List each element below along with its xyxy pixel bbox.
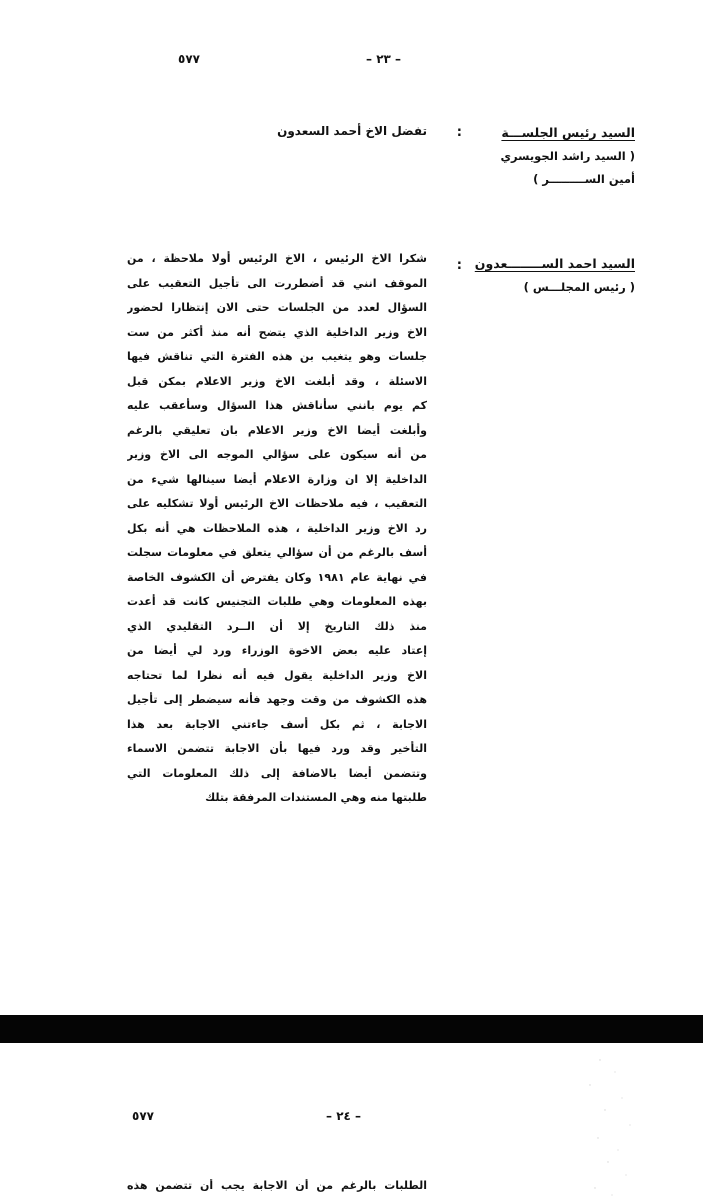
speech-paragraph (127, 247, 427, 811)
text-line: التعقيب ، فيه ملاحظات الاخ الرئيس أولا تشكليه على (127, 497, 427, 510)
text-line: وتتضمن أيضا بالاضافة إلى ذلك المعلومات التي (127, 766, 427, 780)
speaker-name: السيد رئيس الجلســـة (501, 125, 635, 140)
speaker-column (475, 256, 635, 294)
text-line: رد الاخ وزير الداخلية ، هذه الملاحظات هي أنه بكل (127, 521, 427, 535)
text-line: التأخير وقد ورد فيها بأن الاجابة تتضمن الاسماء (127, 742, 427, 755)
text-line: الاسئلة ، وقد أبلغت الاخ وزير الاعلام بمكن قبل (127, 374, 427, 388)
text-line: من أنه سيكون على سؤالي الموجه الى الاخ وزير (127, 448, 427, 461)
text-line: شكرا الاخ الرئيس ، الاخ الرئيس أولا ملاحظة ، من (127, 252, 427, 265)
page-reference-number: ٥٧٧ (132, 1109, 154, 1123)
text-line: الطلبات بالرغم من أن الاجابة يجب أن تتضمن هذه (127, 1179, 427, 1192)
role-line: ( السيد راشد الجويسري (500, 149, 635, 163)
text-line: الموقف انني قد أضطررت الى تأجيل التعقيب على (127, 276, 427, 290)
scan-noise-specks (560, 1050, 700, 1200)
text-line: جلسات وهو يتغيب بن هذه الفترة التي تناقش فيها (127, 350, 427, 363)
text-line: هذه الكشوف من وقت وجهد فأنه سيضطر إلى تأجيل (127, 693, 427, 706)
page-number: – ٢٤ – (326, 1109, 362, 1123)
text-line: منذ ذلك التاريخ إلا أن الــرد التقليدي الذي (127, 619, 427, 633)
role-line: ( رئيس المجلـــس ) (523, 280, 635, 294)
speaker-column (475, 125, 635, 186)
speaker-colon: : (456, 258, 462, 273)
text-line: في نهاية عام ١٩٨١ وكان يفترض أن الكشوف الخاصة (127, 570, 427, 584)
text-line: الداخلية إلا ان وزارة الاعلام أيضا سينالها شيء من (127, 472, 427, 486)
text-line: الاخ وزير الداخلية الذي يتضح أنه منذ أكثر من ست (127, 325, 427, 339)
text-line: كم يوم بانني سأناقش هذا السؤال وسأعقب عليه (127, 399, 427, 412)
text-line: السؤال لعدد من الجلسات حتى الان إنتظارا لحضور (127, 301, 427, 314)
speaker-name: السيد احمد الســــــــعدون (474, 256, 635, 271)
text-line: الاخ وزير الداخلية يقول فيه أنه نظرا لما تحتاجه (127, 668, 427, 682)
speaker-colon: : (456, 125, 462, 140)
page-reference-number: ٥٧٧ (178, 52, 200, 66)
page-number: – ٢٣ – (366, 52, 402, 66)
speaker-statement: تفضل الاخ أحمد السعدون (277, 124, 427, 138)
text-line: طلبتها منه وهي المستندات المرفقة بتلك (205, 791, 427, 804)
text-line: وأبلغت أيضا الاخ وزير الاعلام بان تعليقي بالرغم (127, 423, 427, 437)
text-line: إعتاد عليه بعض الاخوة الوزراء ورد لي أيضا من (127, 644, 427, 657)
page-separator-band (0, 1015, 703, 1043)
text-line: أسف بالرغم من أن سؤالي يتعلق في معلومات سجلت (127, 546, 427, 559)
text-line: الاجابة ، ثم بكل أسف جاءتني الاجابة بعد هذا (127, 717, 427, 731)
role-line: أمين الســـــــــر ) (533, 172, 635, 186)
text-line: بهذه المعلومات وهي طلبات التجنيس كانت قد أعدت (127, 595, 427, 608)
